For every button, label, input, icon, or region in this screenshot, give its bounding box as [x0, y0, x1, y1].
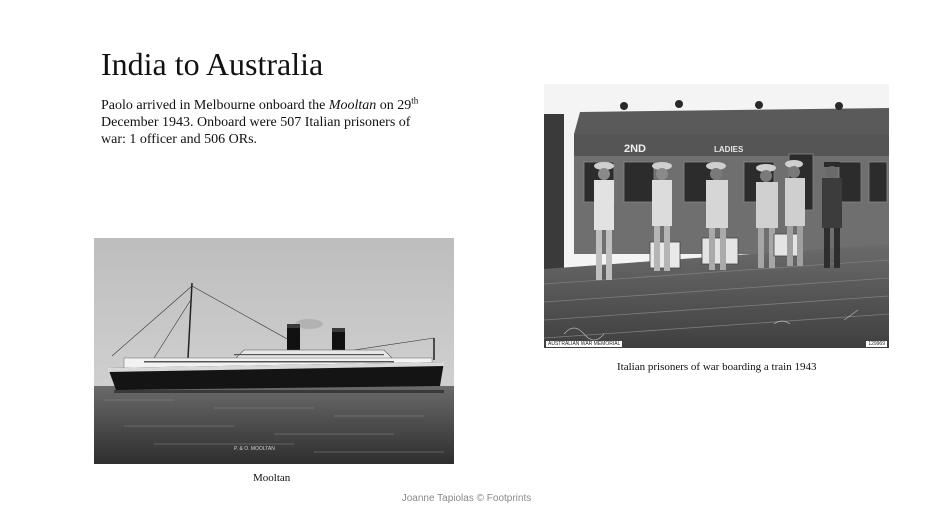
funnel-front: [287, 324, 300, 352]
funnel-front-band: [287, 324, 300, 328]
coach-sign-label: LADIES: [714, 145, 744, 154]
date-superscript: th: [411, 95, 419, 106]
footer-credit: Joanne Tapiolas © Footprints: [401, 493, 532, 504]
ship-caption: Mooltan: [253, 472, 291, 484]
intro-paragraph: [101, 97, 421, 148]
funnel-rear-band: [332, 328, 345, 332]
hull-reflection: [114, 390, 444, 393]
ship-photo: [94, 238, 454, 464]
photo-id-watermark: 129969: [868, 341, 885, 347]
hull-lettering: P. & O. MOOLTAN: [234, 446, 275, 452]
coach-class-label: 2ND: [624, 143, 647, 155]
train-caption: Italian prisoners of war boarding a train 1943: [617, 361, 817, 373]
coach-roof: [574, 108, 889, 134]
train-photo: [544, 84, 889, 348]
page-title: India to Australia: [101, 46, 324, 82]
intro-text-prefix: Paolo arrived in Melbourne onboard the: [101, 98, 329, 113]
left-carriage: [544, 114, 564, 274]
ship-name: Mooltan: [328, 98, 377, 113]
photo-source-watermark: AUSTRALIAN WAR MEMORIAL: [548, 341, 621, 347]
intro-date-prefix: on 29: [379, 98, 412, 113]
intro-text-suffix: December 1943. Onboard were 507 Italian prisoners of war: 1 officer and 506 ORs.: [101, 115, 411, 147]
train-illustration: [544, 84, 889, 348]
ship-illustration: [94, 238, 454, 464]
